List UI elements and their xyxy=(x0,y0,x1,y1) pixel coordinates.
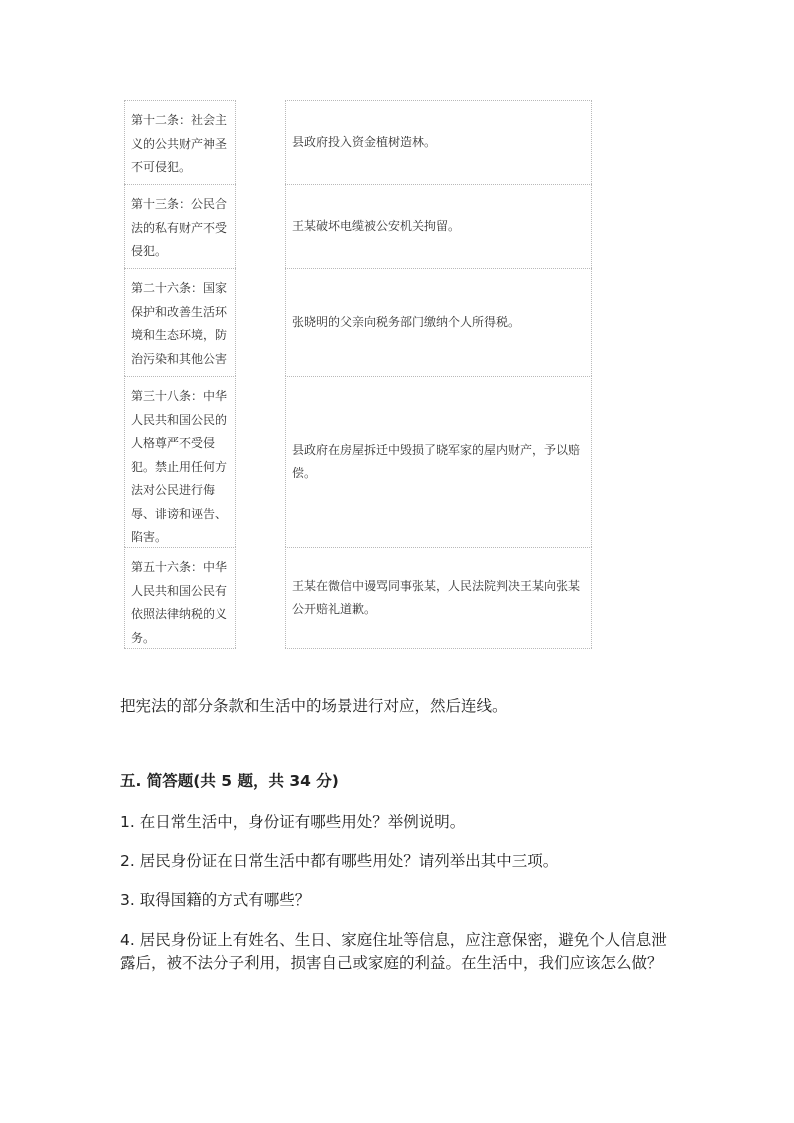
article-cell: 第十三条：公民合法的私有财产不受侵犯。 xyxy=(124,184,236,268)
matching-instruction: 把宪法的部分条款和生活中的场景进行对应，然后连线。 xyxy=(120,697,508,715)
article-cell: 第二十六条：国家保护和改善生活环境和生态环境，防治污染和其他公害 xyxy=(124,268,236,376)
question-3: 3. 取得国籍的方式有哪些？ xyxy=(120,891,311,909)
article-cell: 第五十六条：中华人民共和国公民有依照法律纳税的义务。 xyxy=(124,547,236,648)
scenario-cell: 王某在微信中谩骂同事张某，人民法院判决王某向张某公开赔礼道歉。 xyxy=(285,547,592,648)
scenario-cell: 王某破坏电缆被公安机关拘留。 xyxy=(285,184,592,268)
article-cell: 第十二条：社会主义的公共财产神圣不可侵犯。 xyxy=(124,100,236,184)
scenario-cell: 张晓明的父亲向税务部门缴纳个人所得税。 xyxy=(285,268,592,376)
article-cell: 第三十八条：中华人民共和国公民的人格尊严不受侵犯。禁止用任何方法对公民进行侮辱、诽谤和诬告、陷害。 xyxy=(124,376,236,547)
question-1: 1. 在日常生活中，身份证有哪些用处？举例说明。 xyxy=(120,813,466,831)
question-2: 2. 居民身份证在日常生活中都有哪些用处？请列举出其中三项。 xyxy=(120,852,559,870)
question-4: 4. 居民身份证上有姓名、生日、家庭住址等信息，应注意保密，避免个人信息泄露后，被不法分子利用，损害自己或家庭的利益。在生活中，我们应该怎么做？ xyxy=(120,931,667,972)
scenario-cell: 县政府在房屋拆迁中毁损了晓军家的屋内财产，予以赔偿。 xyxy=(285,376,592,547)
scenarios-column xyxy=(285,100,592,649)
section-title: 五. 简答题(共 5 题，共 34 分) xyxy=(120,772,339,790)
articles-column xyxy=(124,100,236,649)
scenario-cell: 县政府投入资金植树造林。 xyxy=(285,100,592,184)
column-bottom-border xyxy=(285,648,592,649)
